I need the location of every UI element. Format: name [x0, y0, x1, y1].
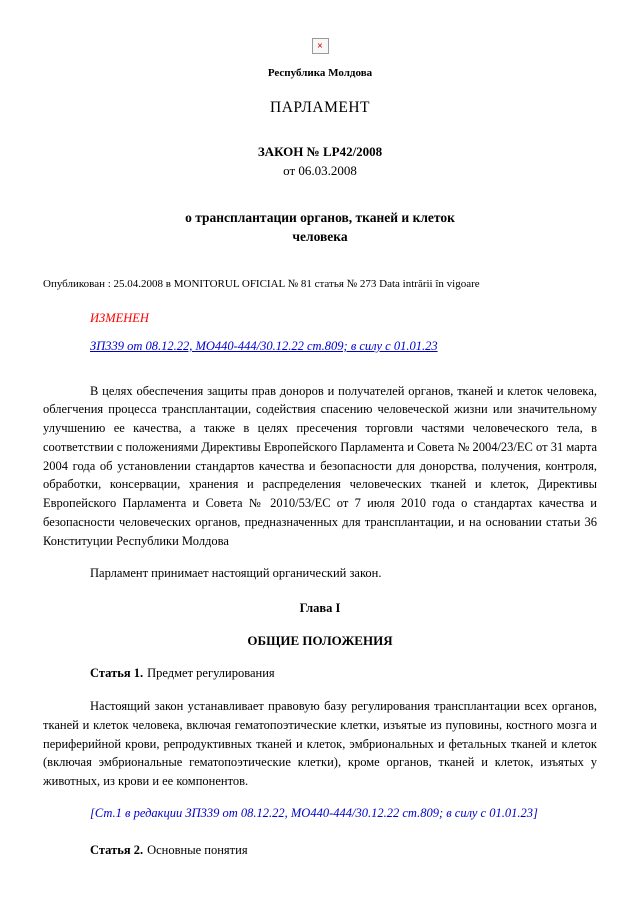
article-1-text: Настоящий закон устанавливает правовую базу регулирования трансплантации всех органов, тканей и клеток человека, включая гематопоэтические клетки, изъятые из пуповины, костного мозга и периферийной крови, репродуктивных тканей и клеток, эмбриональных и фетальных тканей и клеток (включая эмбриональные гематопоэтические клетки), кроме органов, тканей и клеток, изъятых у животных, из крови и ее компонентов.	[43, 699, 597, 789]
amendment-link[interactable]: ЗП339 от 08.12.22, МО440-444/30.12.22 ст.809; в силу с 01.01.23	[90, 338, 438, 353]
document-title	[43, 208, 597, 247]
amended-status: ИЗМЕНЕН	[90, 311, 149, 326]
document-title-line1: о трансплантации органов, тканей и клеток	[185, 209, 455, 225]
republic-title: Республика Молдова	[267, 66, 373, 79]
parliament-title: ПАРЛАМЕНТ	[270, 99, 370, 117]
article-2-heading	[43, 841, 597, 860]
law-date: от 06.03.2008	[283, 163, 357, 178]
chapter-number: Глава I	[299, 601, 341, 616]
document-title-line2: человека	[292, 229, 348, 245]
law-number: ЗАКОН № LP42/2008	[257, 143, 383, 159]
article-1-label: Статья 1.	[90, 666, 144, 681]
article-2-label: Статья 2.	[90, 842, 144, 857]
broken-image-icon	[312, 38, 329, 54]
article-1-amendment-row	[43, 804, 597, 823]
x-mark: ×	[317, 41, 323, 53]
article-1-amendment-link[interactable]: [Ст.1 в редакции ЗП339 от 08.12.22, МО440-444/30.12.22 ст.809; в силу с 01.01.23]	[90, 805, 538, 820]
publication-info: Опубликован : 25.04.2008 в MONITORUL OFICIAL № 81 статья № 273 Data intrării în vigoare	[43, 277, 480, 290]
article-1-heading	[43, 664, 597, 683]
enactment-line: Парламент принимает настоящий органический закон.	[90, 566, 382, 581]
amendment-link-row	[43, 337, 597, 356]
article-1-title: Предмет регулирования	[147, 666, 275, 681]
broken-image-row	[43, 36, 597, 55]
preamble-paragraph: В целях обеспечения защиты прав доноров и получателей органов, тканей и клеток человека, облегчения процесса трансплантации, содействия спасению человеческой жизни или значительному улучшению ее качества, а также в целях пресечения торговли частями человеческого тела, в соответствии с положениями Директивы Европейского Парламента и Совета № 2004/23/ЕС от 31 марта 2004 года об установлении стандартов качества и безопасности для донорства, получения, контроля, обработки, консервации, хранения и распределения человеческих тканей и клеток, Директивы Европейского Парламента и Совета № 2010/53/ЕС от 7 июля 2010 года о стандартах качества и безопасности человеческих органов, предназначенных для трансплантации, и на основании статьи 36 Конституции Республики Молдова	[43, 383, 597, 548]
chapter-title: ОБЩИЕ ПОЛОЖЕНИЯ	[247, 632, 393, 648]
article-2-title: Основные понятия	[147, 842, 248, 857]
